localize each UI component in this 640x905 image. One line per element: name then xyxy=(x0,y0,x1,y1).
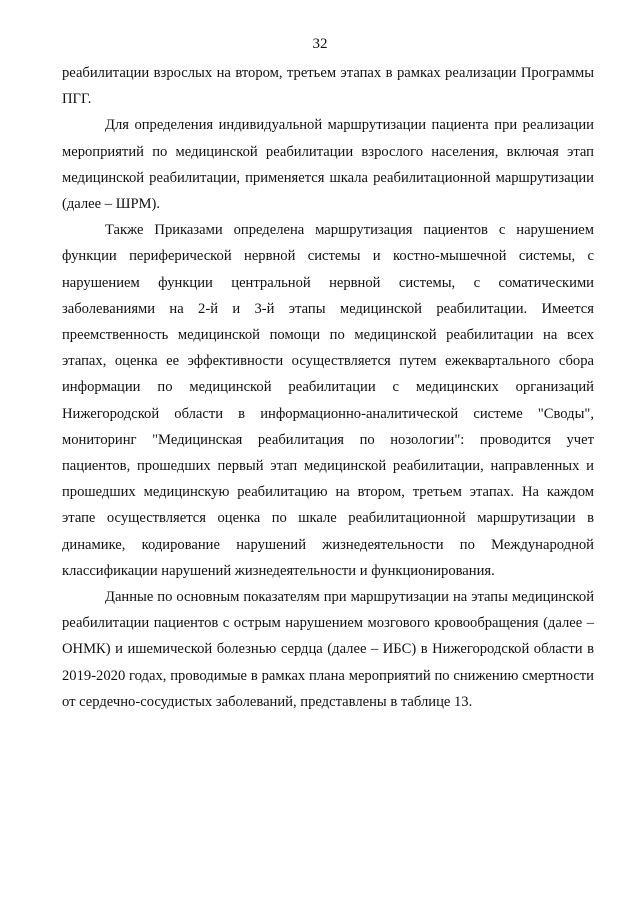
document-body xyxy=(62,60,594,715)
paragraph-3: Также Приказами определена маршрутизация пациентов с нарушением функции периферической нервной системы и костно-мышечной системы, с нарушением функции центральной нервной системы, с соматическими заболеваниями на 2-й и 3-й этапы медицинской реабилитации. Имеется преемственность медицинской помощи по медицинской реабилитации на всех этапах, оценка ее эффективности осуществляется путем ежеквартального сбора информации по медицинской реабилитации с медицинских организаций Нижегородской области в информационно-аналитической системе "Своды", мониторинг "Медицинская реабилитация по нозологии": проводится учет пациентов, прошедших первый этап медицинской реабилитации, направленных и прошедших медицинскую реабилитацию на втором, третьем этапах. На каждом этапе осуществляется оценка по шкале реабилитационной маршрутизации в динамике, кодирование нарушений жизнедеятельности по Международной классификации нарушений жизнедеятельности и функционирования. xyxy=(62,222,594,579)
paragraph-1: реабилитации взрослых на втором, третьем этапах в рамках реализации Программы ПГГ. xyxy=(62,65,594,108)
page-number: 32 xyxy=(312,36,328,52)
paragraph-2: Для определения индивидуальной маршрутизации пациента при реализации мероприятий по медицинской реабилитации взрослого населения, включая этап медицинской реабилитации, применяется шкала реабилитационной маршрутизации (далее – ШРМ). xyxy=(62,117,594,213)
paragraph-4: Данные по основным показателям при маршрутизации на этапы медицинской реабилитации пациентов с острым нарушением мозгового кровообращения (далее – ОНМК) и ишемической болезнью сердца (далее – ИБС) в Нижегородской области в 2019-2020 годах, проводимые в рамках плана мероприятий по снижению смертности от сердечно-сосудистых заболеваний, представлены в таблице 13. xyxy=(62,589,594,710)
